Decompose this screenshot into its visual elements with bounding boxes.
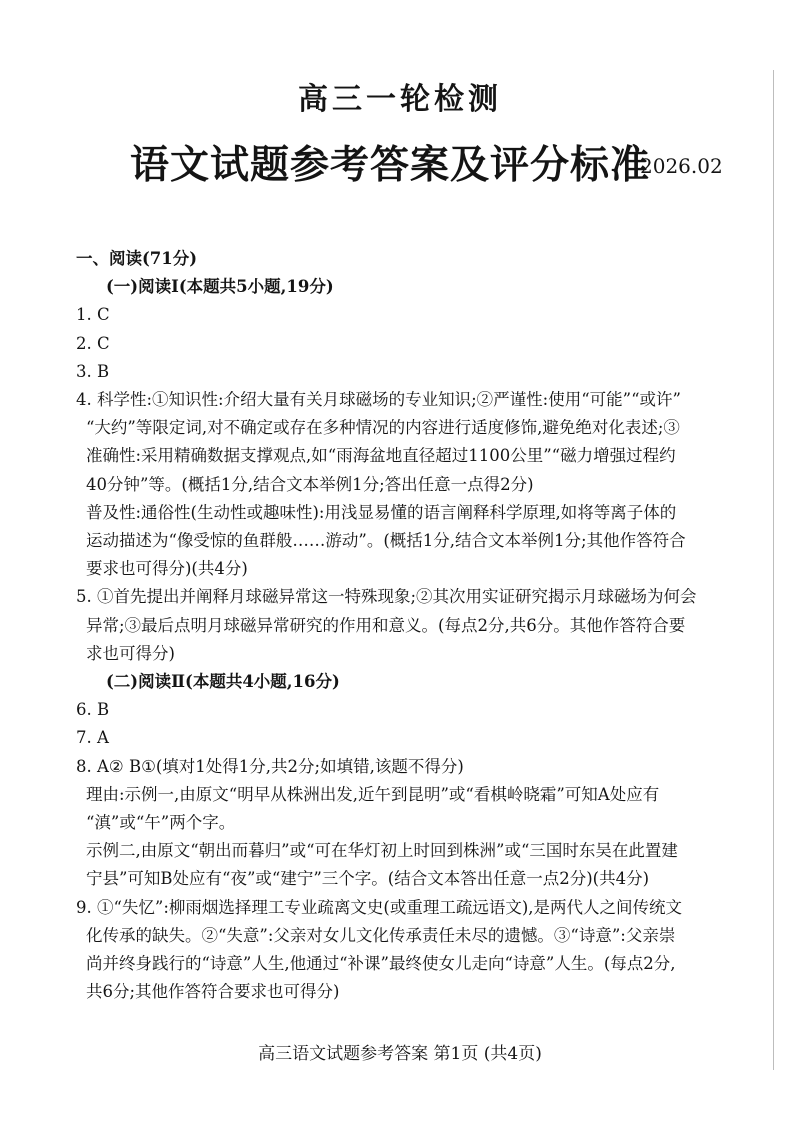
- subsection-heading-reading-2: (二)阅读Ⅱ(本题共4小题,16分): [106, 672, 340, 692]
- document-title: 语文试题参考答案及评分标准: [130, 142, 651, 188]
- answer-2: 2. C: [76, 333, 110, 353]
- answer-4-line: 准确性:采用精确数据支撑观点,如“雨海盆地直径超过1100公里”“磁力增强过程约: [86, 446, 676, 466]
- answer-8-line: 宁县”可知B处应有“夜”或“建宁”三个字。(结合文本答出任意一点2分)(共4分): [86, 869, 650, 889]
- answer-5: [76, 583, 768, 668]
- answer-4-line: 普及性:通俗性(生动性或趣味性):用浅显易懂的语言阐释科学原理,如将等离子体的: [86, 502, 677, 522]
- answer-content: [76, 245, 768, 1006]
- subsection-heading-reading-1: (一)阅读Ⅰ(本题共5小题,19分): [106, 277, 334, 297]
- answer-1: 1. C: [76, 305, 110, 325]
- right-margin-rule: [773, 70, 774, 1070]
- answer-4-line: 4. 科学性:①知识性:介绍大量有关月球磁场的专业知识;②严谨性:使用“可能”“或许”: [76, 390, 681, 410]
- document-date: 2026.02: [640, 154, 723, 178]
- answer-4-line: 要求也可得分)(共4分): [86, 559, 248, 579]
- answer-6: 6. B: [76, 700, 110, 720]
- answer-5-line: 5. ①首先提出并阐释月球磁异常这一特殊现象;②其次用实证研究揭示月球磁场为何会: [76, 587, 697, 607]
- answer-4-line: 40分钟”等。(概括1分,结合文本举例1分;答出任意一点得2分): [86, 474, 534, 494]
- answer-4-line: 运动描述为“像受惊的鱼群般……游动”。(概括1分,结合文本举例1分;其他作答符合: [86, 531, 686, 551]
- answer-8-line: “滇”或“午”两个字。: [86, 813, 236, 833]
- answer-4-line: “大约”等限定词,对不确定或存在多种情况的内容进行适度修饰,避免绝对化表述;③: [86, 418, 680, 438]
- answer-5-line: 求也可得分): [86, 643, 175, 663]
- answer-7: 7. A: [76, 728, 109, 748]
- answer-5-line: 异常;③最后点明月球磁异常研究的作用和意义。(每点2分,共6分。其他作答符合要: [86, 615, 686, 635]
- exam-subtitle: 高三一轮检测: [298, 82, 502, 117]
- answer-8: [76, 753, 768, 894]
- answer-8-line: 理由:示例一,由原文“明早从株洲出发,近午到昆明”或“看棋岭晓霜”可知A处应有: [86, 784, 660, 804]
- answer-8-line: 示例二,由原文“朝出而暮归”或“可在华灯初上时回到株洲”或“三国时东吴在此置建: [86, 841, 678, 861]
- answer-8-line: 8. A② B①(填对1处得1分,共2分;如填错,该题不得分): [76, 756, 464, 776]
- answer-9-line: 9. ①“失忆”:柳雨烟选择理工专业疏离文史(或重理工疏远语文),是两代人之间传统文: [76, 897, 683, 917]
- answer-4: [76, 386, 768, 583]
- answer-9-line: 尚并终身践行的“诗意”人生,他通过“补课”最终使女儿走向“诗意”人生。(每点2分,: [86, 954, 676, 974]
- section-heading-reading: 一、阅读(71分): [76, 249, 198, 268]
- answer-3: 3. B: [76, 361, 110, 381]
- answer-9-line: 共6分;其他作答符合要求也可得分): [86, 982, 340, 1002]
- answer-9-line: 化传承的缺失。②“失意”:父亲对女儿文化传承责任未尽的遗憾。③“诗意”:父亲崇: [86, 925, 676, 945]
- answer-9: [76, 894, 768, 1007]
- page-footer: 高三语文试题参考答案 第1页 (共4页): [258, 1044, 542, 1064]
